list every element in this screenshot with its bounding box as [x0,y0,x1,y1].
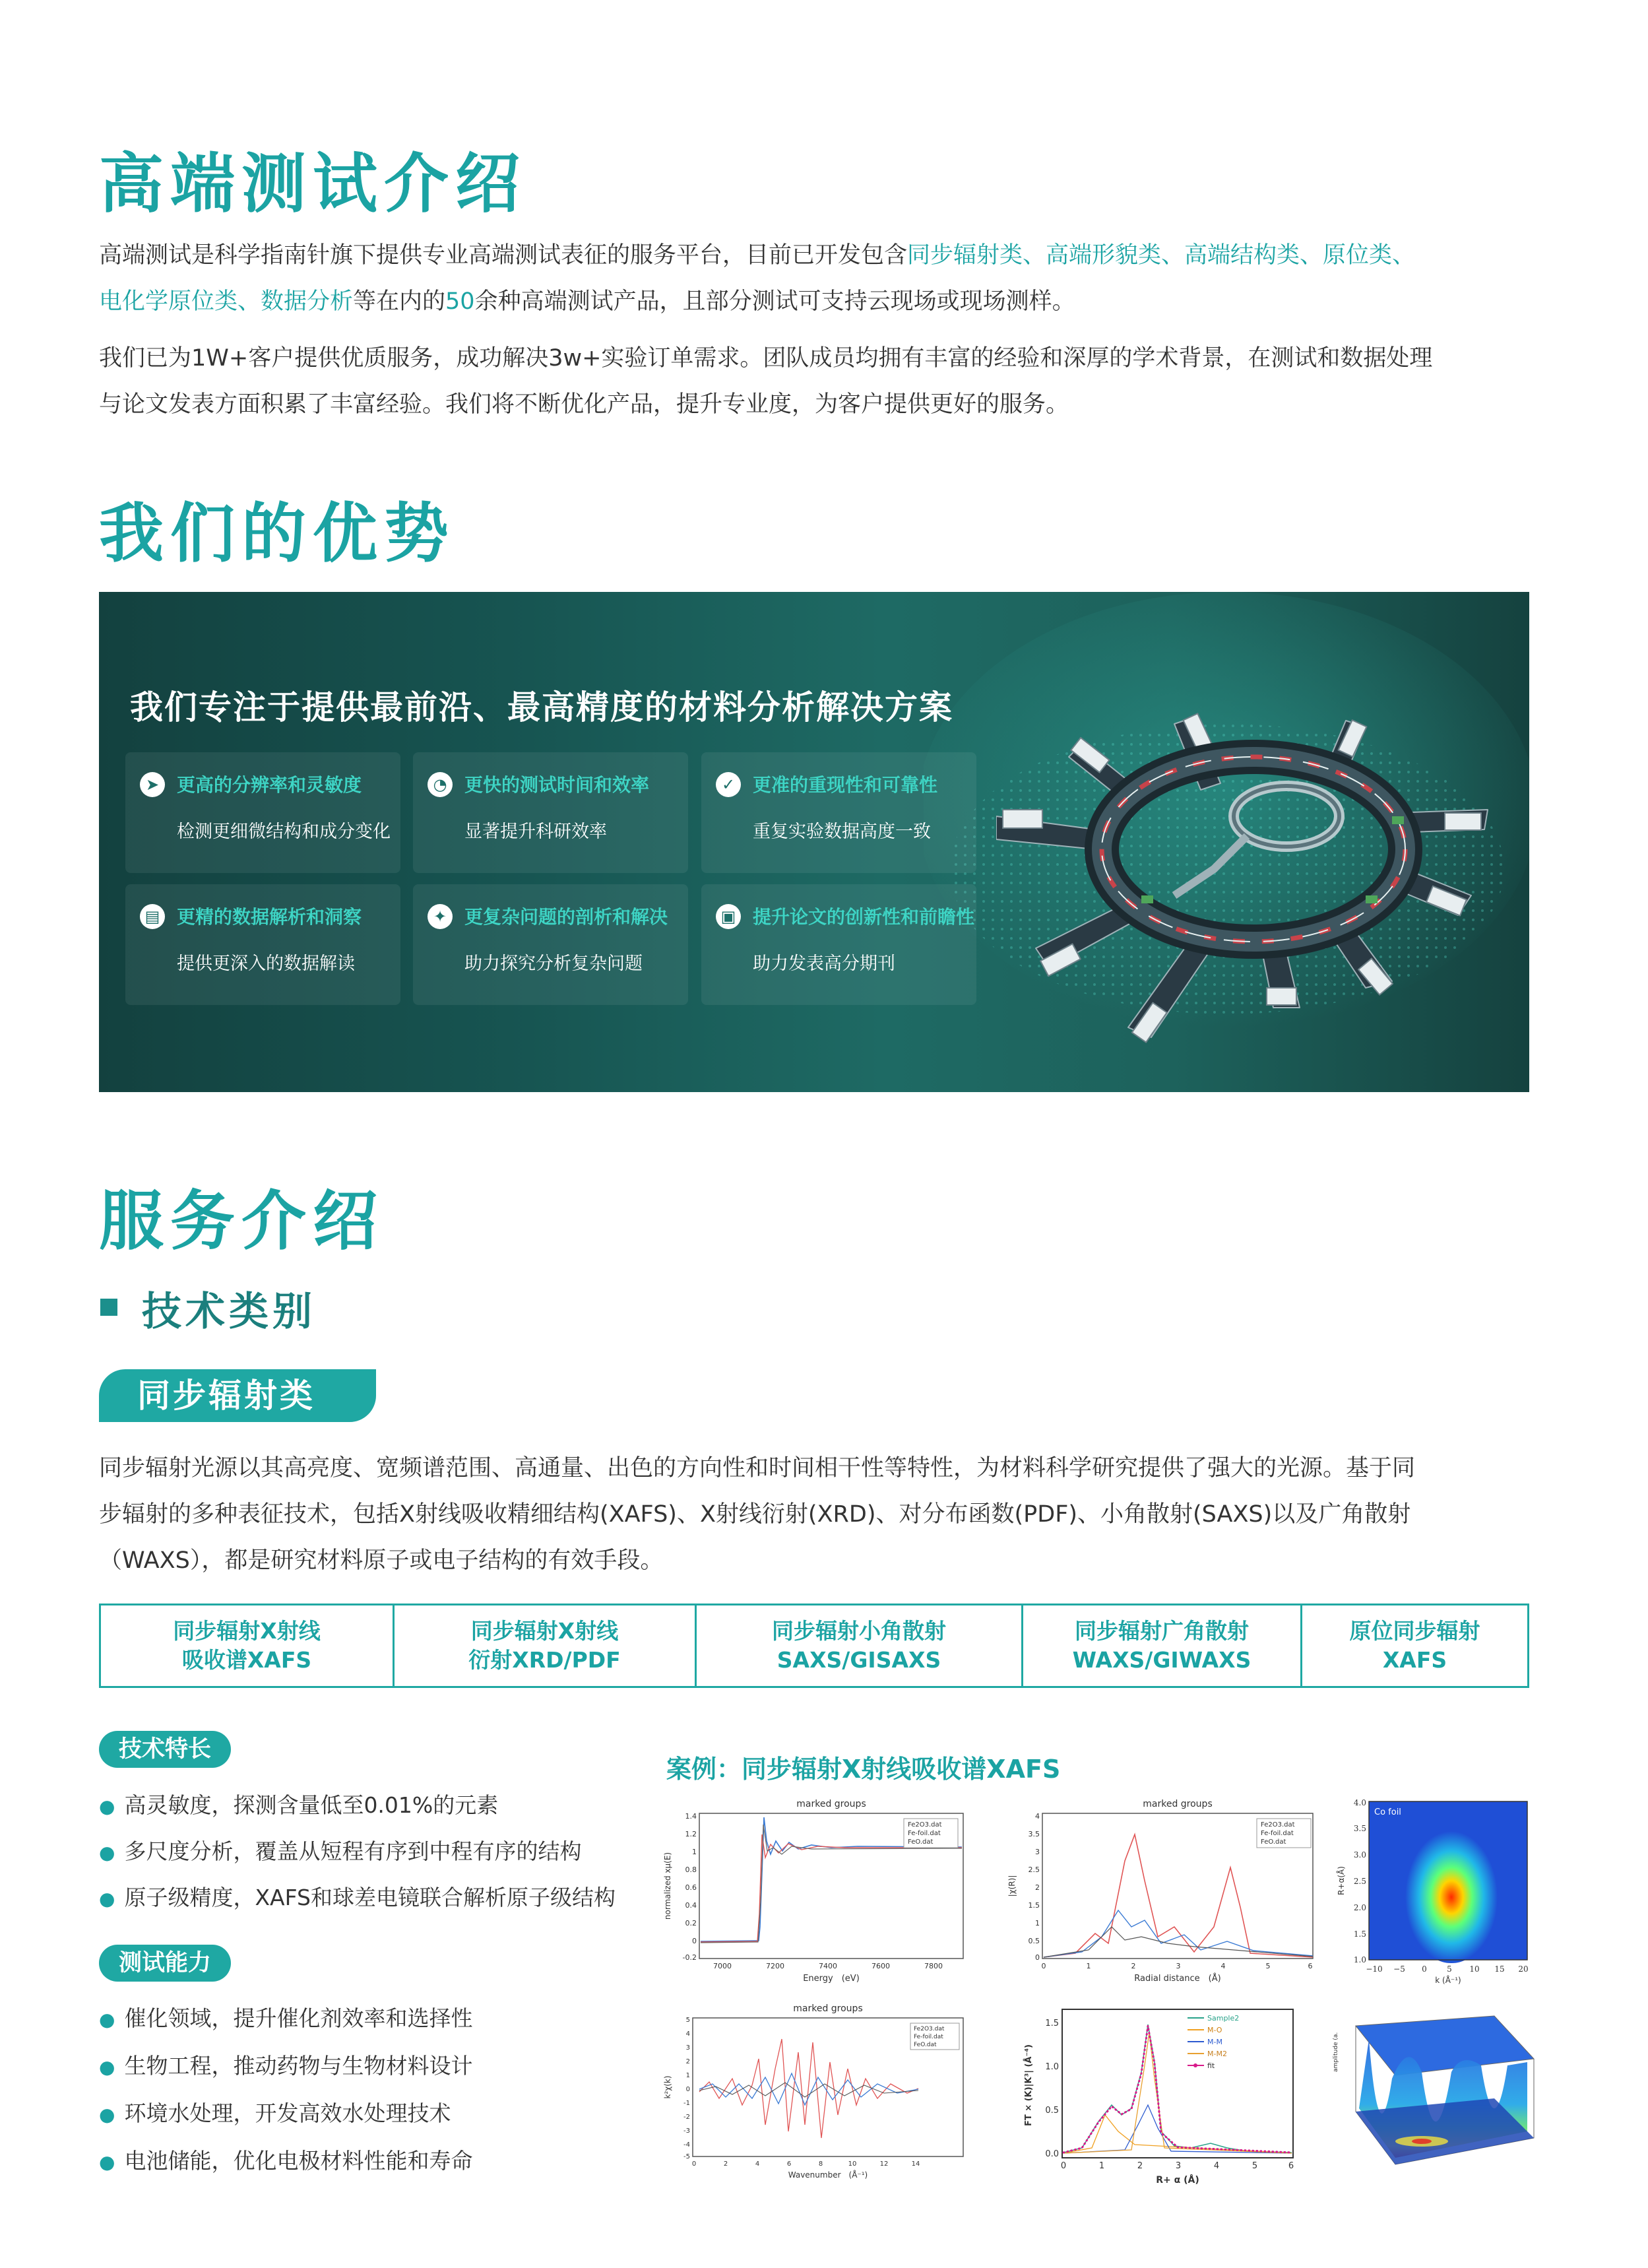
technique-cell [394,1605,696,1687]
bullet-dot-icon: ● [99,1842,115,1863]
legend-entry: Fe2O3.dat [1261,1821,1295,1829]
legend-entry: M-O [1207,2026,1222,2034]
card-desc: 助力探究分析复杂问题 [464,954,643,974]
y-tick: 0.5 [1045,2106,1059,2116]
capability-text: 环境水处理，开发高效水处理技术 [124,2100,451,2126]
y-tick: 0.2 [685,1919,697,1928]
list-item [99,2049,472,2080]
services-desc-line-3: （WAXS），都是研究材料原子或电子结构的有效手段。 [99,1547,664,1574]
intro-text-b: 等在内的 [353,288,446,315]
table-row [100,1605,1529,1687]
technique-cell [1302,1605,1529,1687]
legend-entry: Fe-foil.dat [908,1830,941,1837]
technique-line-2: 吸收谱XAFS [181,1647,312,1673]
x-tick: 0 [1041,1962,1046,1970]
data-report-icon: ▤ [140,904,165,929]
y-axis-label: k²χ(k) [663,2075,672,2099]
y-tick: 3.5 [1353,1824,1366,1833]
y-tick: 3.0 [1353,1850,1366,1860]
x-tick: 3 [1175,2161,1182,2171]
bullet-dot-icon: ● [99,2056,115,2078]
x-tick: 7200 [766,1962,784,1970]
legend-entry: M-M2 [1207,2050,1227,2058]
x-tick: 8 [818,2160,823,2168]
intro-highlight-categories-2: 电化学原位类、数据分析 [99,288,354,315]
x-tick: −10 [1366,1964,1383,1974]
advantage-card-3 [701,752,976,873]
intro-highlight-categories: 同步辐射类、高端形貌类、高端结构类、原位类、 [907,242,1416,269]
card-desc: 提供更深入的数据解读 [177,954,355,974]
intro-heading: 高端测试介绍 [99,146,527,222]
x-tick: 7800 [924,1962,943,1970]
x-tick: 4 [1213,2161,1220,2171]
list-item [99,2144,472,2175]
chart-kspace [660,1999,970,2184]
y-axis-label: R+α(Å) [1337,1866,1346,1895]
advantage-card-6 [701,884,976,1005]
chart-title: marked groups [1143,1799,1213,1809]
card-title: 更精的数据解析和洞察 [177,906,362,928]
legend [1188,2014,1239,2070]
x-tick: 4 [755,2160,760,2168]
y-tick: 0.5 [1028,1937,1040,1945]
intro-highlight-count: 50 [445,288,475,315]
advantage-card-2 [413,752,688,873]
chart-xanes [660,1795,970,1986]
capability-text: 生物工程，推动药物与生物材料设计 [124,2053,473,2079]
chart-fit [1019,1999,1296,2191]
list-item [99,1788,498,1819]
intro-text-a: 高端测试是科学指南针旗下提供专业高端测试表征的服务平台，目前已开发包含 [99,242,908,269]
y-tick: 2 [685,2058,690,2065]
technique-table [99,1604,1529,1688]
y-tick: -1 [683,2100,690,2107]
z-axis-label: amplitude (a. [1333,2032,1339,2072]
card-desc: 助力发表高分期刊 [753,954,895,974]
y-tick: 1.4 [685,1812,697,1821]
y-tick: 1.0 [1045,2062,1059,2072]
y-tick: 2.5 [1028,1865,1040,1874]
synchrotron-illustration [996,697,1511,1067]
x-tick: 10 [848,2160,857,2168]
card-title: 更准的重现性和可靠性 [753,774,938,796]
x-tick: 0 [1060,2161,1067,2171]
y-tick: -4 [683,2141,690,2149]
y-tick: 1.2 [685,1830,697,1838]
technique-line-2: WAXS/GIWAXS [1072,1647,1252,1673]
technique-cell [100,1605,394,1687]
series-line [699,2039,918,2138]
case-title: 案例：同步辐射X射线吸收谱XAFS [666,1755,1061,1784]
y-tick: -0.2 [682,1953,697,1962]
legend-entry: Sample2 [1207,2014,1240,2023]
technique-line-1: 同步辐射X射线 [173,1618,321,1644]
services-desc-line-2: 步辐射的多种表征技术，包括X射线吸收精细结构(XAFS)、X射线衍射(XRD)、对分布函数(PDF)、小角散射(SAXS)以及广角散射 [99,1501,1411,1528]
card-desc: 显著提升科研效率 [464,822,607,842]
capability-text: 电池储能，优化电极材料性能和寿命 [124,2148,473,2174]
legend-entry: Fe-foil.dat [1261,1830,1294,1837]
category-pill: 同步辐射类 [99,1369,376,1422]
intro-paragraph-2 [99,335,1550,428]
y-tick: 1.5 [1045,2019,1059,2028]
x-tick: 2 [1131,1962,1136,1970]
y-tick: 0.8 [685,1865,697,1874]
x-tick: 20 [1518,1964,1529,1974]
lightbulb-icon: ✦ [428,904,453,929]
card-desc: 重复实验数据高度一致 [753,822,931,842]
x-tick: 1 [1098,2161,1105,2171]
y-tick: 2 [1035,1883,1040,1892]
x-axis-label: Wavenumber (Å⁻¹) [788,2170,868,2180]
y-tick: 1 [685,2072,690,2079]
x-tick: 15 [1494,1964,1505,1974]
technique-line-1: 同步辐射广角散射 [1075,1618,1249,1644]
x-tick: 10 [1469,1964,1480,1974]
technique-line-1: 同步辐射小角散射 [772,1618,946,1644]
y-axis-label: FT × (K)|K³| (Å⁻⁴) [1024,2044,1034,2126]
x-tick: 7600 [872,1962,890,1970]
surface-top [1356,2016,1534,2075]
chart-3d-surface [1329,1999,1540,2191]
y-tick: 4 [685,2030,690,2038]
y-tick: 1.5 [1353,1929,1366,1939]
card-title: 更复杂问题的剖析和解决 [464,906,668,928]
legend-entry: Fe-foil.dat [914,2034,943,2040]
y-tick: 0.0 [1045,2149,1059,2159]
speedometer-icon: ◔ [428,772,453,797]
x-axis-label: Energy (eV) [803,1974,860,1984]
legend-entry: Fe2O3.dat [908,1821,942,1829]
x-axis-label: R+ α (Å) [1156,2175,1199,2186]
y-tick: 0 [685,2086,690,2093]
x-tick: 14 [911,2160,920,2168]
advantages-banner [99,592,1529,1092]
legend-entry: Fe2O3.dat [914,2026,945,2032]
x-tick: 2 [1137,2161,1143,2171]
services-subheading: 技术类别 [142,1289,316,1335]
y-tick: 1.5 [1028,1901,1040,1910]
series-line [1044,1910,1313,1957]
x-axis-label: Radial distance (Å) [1134,1974,1221,1984]
x-tick: 0 [691,2160,697,2168]
services-desc-line-1: 同步辐射光源以其高亮度、宽频谱范围、高通量、出色的方向性和时间相干性等特性，为材料科学研究提供了强大的光源。基于同 [99,1455,1416,1481]
advantages-heading: 我们的优势 [99,496,456,571]
x-tick: 1 [1086,1962,1091,1970]
x-tick: 2 [723,2160,728,2168]
technique-line-2: XAFS [1382,1647,1447,1673]
y-tick: 1.0 [1353,1955,1366,1964]
legend-entry: FeO.dat [908,1838,934,1846]
image-icon: ▣ [716,904,741,929]
y-tick: 2.0 [1353,1903,1366,1912]
x-tick: 7000 [713,1962,732,1970]
capability-text: 催化领域，提升催化剂效率和选择性 [124,2005,473,2031]
technique-line-1: 同步辐射X射线 [470,1618,619,1644]
bullet-dot-icon: ● [99,2104,115,2125]
series-line [701,1834,962,1942]
y-tick: 0.6 [685,1883,697,1892]
chart-title: marked groups [796,1799,866,1809]
services-heading: 服务介绍 [99,1184,385,1259]
y-tick: 5 [685,2017,690,2024]
y-tick: 0.4 [685,1901,697,1910]
y-tick: 3.5 [1028,1830,1040,1838]
x-tick: 5 [1447,1964,1452,1974]
y-tick: -5 [683,2153,690,2160]
bullet-dot-icon: ● [99,2151,115,2173]
legend-entry: M-M [1207,2038,1222,2046]
square-bullet-icon [100,1299,117,1316]
card-desc: 检测更细微结构和成分变化 [177,822,391,842]
bullet-dot-icon: ● [99,2009,115,2030]
y-tick: -2 [683,2114,690,2121]
y-axis-label: normalized xμ(E) [663,1852,672,1920]
x-axis-label: k (Å⁻¹) [1435,1976,1461,1985]
intro-paragraph-1 [99,232,1550,325]
x-tick: −5 [1393,1964,1405,1974]
x-tick: 5 [1252,2161,1258,2171]
y-tick: -3 [683,2127,690,2135]
x-tick: 6 [1288,2161,1294,2171]
card-title: 更高的分辨率和灵敏度 [177,774,362,796]
list-item [99,1881,616,1912]
feature-text: 原子级精度，XAFS和球差电镜联合解析原子级结构 [124,1885,616,1910]
x-tick: 0 [1422,1964,1427,1974]
advantage-card-1 [125,752,400,873]
features-tag: 技术特长 [99,1731,231,1768]
base-contour-peak [1412,2139,1432,2144]
y-tick: 4.0 [1353,1798,1366,1807]
technique-line-1: 原位同步辐射 [1349,1618,1480,1644]
list-item [99,2096,451,2127]
x-tick: 3 [1176,1962,1181,1970]
y-tick: 3 [685,2044,690,2052]
banner-title: 我们专注于提供最前沿、最高精度的材料分析解决方案 [130,688,953,727]
chart-wavelet [1336,1795,1534,1990]
y-tick: 1 [1035,1919,1040,1928]
intro-text-c: 余种高端测试产品，且部分测试可支持云现场或现场测样。 [474,288,1075,315]
bullet-dot-icon: ● [99,1888,115,1910]
y-tick: 0 [692,1937,697,1945]
technique-line-2: SAXS/GISAXS [776,1647,941,1673]
card-title: 提升论文的创新性和前瞻性 [753,906,975,928]
x-tick: 7400 [819,1962,837,1970]
rocket-icon: ➤ [140,772,165,797]
y-tick: 4 [1035,1812,1040,1821]
x-tick: 6 [786,2160,792,2168]
chart-title: marked groups [793,2003,863,2014]
technique-cell [1023,1605,1302,1687]
advantage-card-4 [125,884,400,1005]
bullet-dot-icon: ● [99,1796,115,1817]
technique-line-2: 衍射XRD/PDF [468,1647,621,1673]
services-description [99,1445,1550,1584]
x-tick: 4 [1220,1962,1226,1970]
series-line [1063,2032,1292,2153]
y-tick: 2.5 [1353,1877,1366,1886]
list-item [99,1834,581,1865]
feature-text: 高灵敏度，探测含量低至0.01%的元素 [124,1792,499,1818]
y-axis-label: |χ(R)| [1007,1875,1017,1897]
capability-tag: 测试能力 [99,1945,231,1982]
y-tick: 1 [692,1848,697,1856]
x-tick: 12 [879,2160,889,2168]
heatmap-peak [1405,1831,1498,1963]
x-tick: 6 [1308,1962,1313,1970]
x-tick: 5 [1265,1962,1271,1970]
legend-entry: FeO.dat [1261,1838,1286,1846]
chart-radial [1003,1795,1316,1986]
list-item [99,2001,472,2032]
feature-text: 多尺度分析，覆盖从短程有序到中程有序的结构 [124,1838,582,1864]
series-line [1044,1834,1313,1957]
technique-cell [696,1605,1023,1687]
advantage-card-5 [413,884,688,1005]
intro-p2-line-2: 与论文发表方面积累了丰富经验。我们将不断优化产品，提升专业度，为客户提供更好的服务。 [99,391,1069,418]
shield-check-icon: ✓ [716,772,741,797]
legend-entry: FeO.dat [914,2042,937,2048]
legend-entry: fit [1207,2061,1215,2070]
card-title: 更快的测试时间和效率 [464,774,650,796]
chart-title: Co foil [1374,1807,1401,1817]
y-tick: 3 [1035,1848,1040,1856]
intro-p2-line-1: 我们已为1W+客户提供优质服务，成功解决3w+实验订单需求。团队成员均拥有丰富的经验和深厚的学术背景，在测试和数据处理 [99,345,1433,372]
y-tick: 0 [1035,1953,1040,1962]
